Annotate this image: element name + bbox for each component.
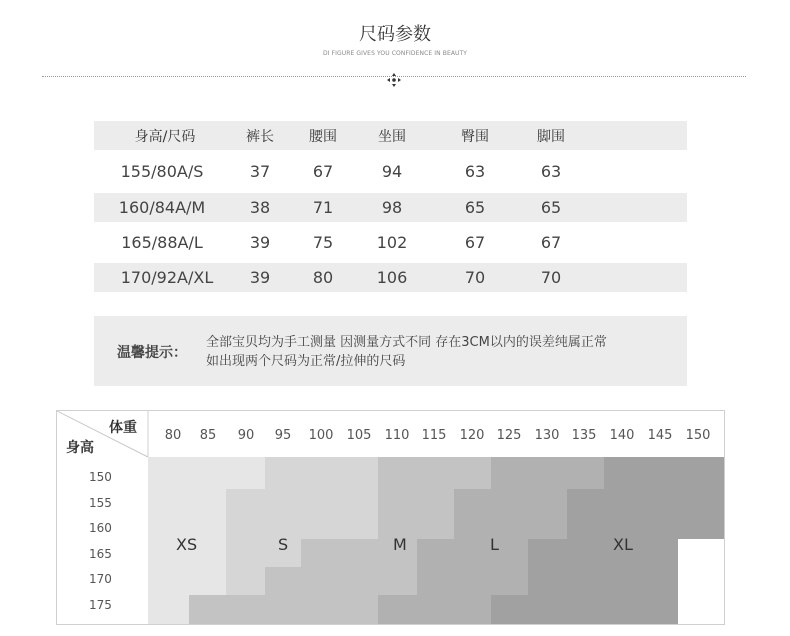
cell-waist: 80 xyxy=(312,268,334,287)
x-tick-label: 135 xyxy=(571,428,597,443)
x-axis-label: 体重 xyxy=(109,420,137,436)
table-row xyxy=(94,157,687,186)
table-header-row xyxy=(94,121,687,150)
x-tick-label: 100 xyxy=(308,428,334,443)
y-axis-label: 身高 xyxy=(66,440,94,456)
size-region-label: M xyxy=(393,535,407,554)
y-tick-label: 170 xyxy=(89,572,112,586)
y-tick-label: 160 xyxy=(89,521,112,535)
table-row xyxy=(94,193,687,222)
cell-size: 155/80A/S xyxy=(120,162,204,181)
header-cell-hip: 臀围 xyxy=(461,128,489,145)
cell-waist: 71 xyxy=(312,198,334,217)
header-cell-seat: 坐围 xyxy=(378,128,406,145)
tip-box xyxy=(94,316,687,386)
cell-pants-length: 37 xyxy=(249,162,271,181)
cell-ankle: 65 xyxy=(540,198,562,217)
x-tick-label: 150 xyxy=(685,428,711,443)
cell-pants-length: 39 xyxy=(249,268,271,287)
size-chart xyxy=(56,410,725,625)
x-tick-label: 85 xyxy=(199,428,217,443)
table-row xyxy=(94,228,687,257)
cell-hip: 70 xyxy=(464,268,486,287)
y-tick-label: 165 xyxy=(89,547,112,561)
cell-pants-length: 38 xyxy=(249,198,271,217)
cell-hip: 67 xyxy=(464,233,486,252)
x-tick-label: 115 xyxy=(421,428,447,443)
header-cell-ankle: 脚围 xyxy=(537,128,565,145)
cell-hip: 63 xyxy=(464,162,486,181)
ornament-icon xyxy=(386,72,402,88)
x-tick-label: 130 xyxy=(534,428,560,443)
size-table xyxy=(94,121,687,292)
cell-hip: 65 xyxy=(464,198,486,217)
header-cell-height-size: 身高/尺码 xyxy=(134,128,196,145)
y-tick-label: 155 xyxy=(89,496,112,510)
cell-seat: 102 xyxy=(376,233,408,252)
y-tick-label: 175 xyxy=(89,598,112,612)
header-cell-waist: 腰围 xyxy=(309,128,337,145)
tip-line: 如出现两个尺码为正常/拉伸的尺码 xyxy=(206,354,406,369)
cell-size: 160/84A/M xyxy=(118,198,206,217)
x-tick-label: 120 xyxy=(459,428,485,443)
x-tick-label: 105 xyxy=(346,428,372,443)
cell-pants-length: 39 xyxy=(249,233,271,252)
x-tick-label: 90 xyxy=(237,428,255,443)
x-tick-label: 95 xyxy=(274,428,292,443)
page-subtitle: DI FIGURE GIVES YOU CONFIDENCE IN BEAUTY xyxy=(322,50,468,57)
x-tick-label: 140 xyxy=(609,428,635,443)
size-region-empty xyxy=(678,539,724,624)
x-tick-label: 80 xyxy=(164,428,182,443)
cell-ankle: 70 xyxy=(540,268,562,287)
table-row xyxy=(94,263,687,292)
cell-size: 170/92A/XL xyxy=(120,268,214,287)
header-cell-pants-length: 裤长 xyxy=(246,128,274,145)
x-tick-label: 145 xyxy=(647,428,673,443)
cell-seat: 98 xyxy=(381,198,403,217)
cell-seat: 94 xyxy=(381,162,403,181)
cell-ankle: 67 xyxy=(540,233,562,252)
cell-seat: 106 xyxy=(376,268,408,287)
page-title: 尺码参数 xyxy=(359,24,431,45)
size-region-label: S xyxy=(278,535,289,554)
cell-waist: 75 xyxy=(312,233,334,252)
tip-label: 温馨提示： xyxy=(117,345,187,361)
size-region-label: L xyxy=(490,535,499,554)
x-tick-label: 110 xyxy=(384,428,410,443)
size-region-label: XS xyxy=(176,535,198,554)
y-tick-label: 150 xyxy=(89,470,112,484)
size-region-label: XL xyxy=(613,535,633,554)
cell-waist: 67 xyxy=(312,162,334,181)
tip-line: 全部宝贝均为手工测量 因测量方式不同 存在3CM以内的误差纯属正常 xyxy=(206,335,607,350)
cell-ankle: 63 xyxy=(540,162,562,181)
tip-text xyxy=(206,333,676,371)
cell-size: 165/88A/L xyxy=(121,233,203,252)
x-tick-label: 125 xyxy=(496,428,522,443)
